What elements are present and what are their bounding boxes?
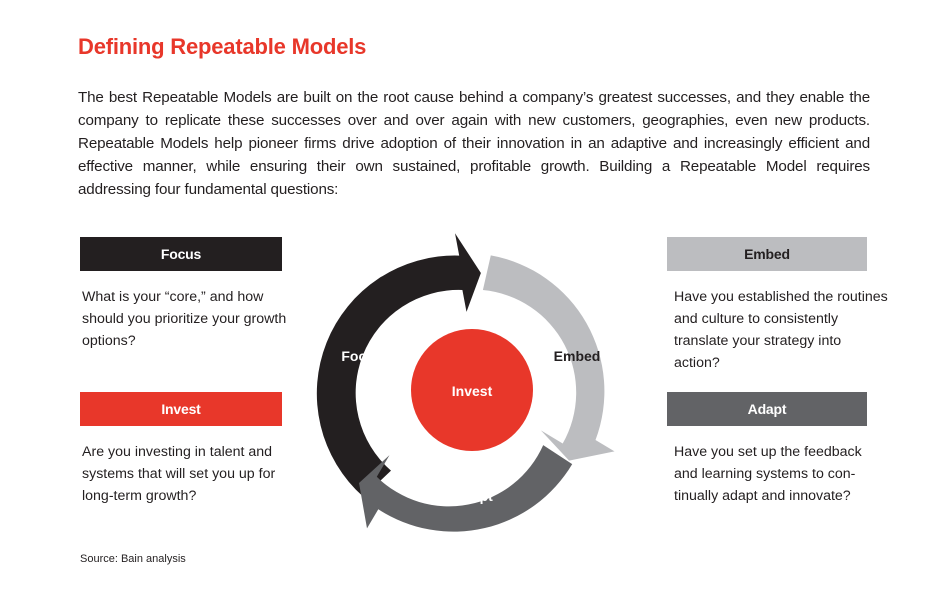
cycle-focus-label: Focus (341, 348, 383, 364)
page-title: Defining Repeatable Models (78, 34, 367, 59)
adapt-header-label: Adapt (747, 401, 787, 417)
focus-header-label: Focus (160, 246, 202, 262)
invest-question: Are you investing in talent and systems that will set you up for long-term growth? (82, 444, 276, 504)
cycle-embed-label: Embed (553, 348, 601, 364)
source-note: Source: Bain analysis (80, 553, 186, 565)
cycle-center-label: Invest (451, 383, 493, 399)
focus-header (80, 237, 282, 271)
embed-header-label: Embed (744, 246, 790, 262)
embed-question: Have you established the routines and culture to consistently translate your strategy into action? (674, 289, 888, 371)
focus-question: What is your “core,” and how should you prioritize your growth options? (82, 289, 287, 349)
invest-header (80, 392, 282, 426)
intro-paragraph: The best Repeatable Models are built on the root cause behind a company’s greatest successes, and they enable the company to replicate these successes over and over again with new customers, geographies, even new products. Repeatable Models help pioneer firms drive adoption of their innovation in an adaptive and increasingly efficient and effective manner, while ensuring their own sustained, profitable growth. Building a Repeatable Model requires addressing four fundamental questions: (78, 89, 870, 198)
invest-header-label: Invest (161, 401, 201, 417)
adapt-question: Have you set up the feedback and learning systems to con-tinually adapt and innovate? (674, 444, 862, 504)
cycle-adapt-label: Adapt (453, 488, 493, 504)
repeatable-model-cycle-diagram (300, 232, 650, 552)
adapt-header (667, 392, 867, 426)
embed-header (667, 237, 867, 271)
